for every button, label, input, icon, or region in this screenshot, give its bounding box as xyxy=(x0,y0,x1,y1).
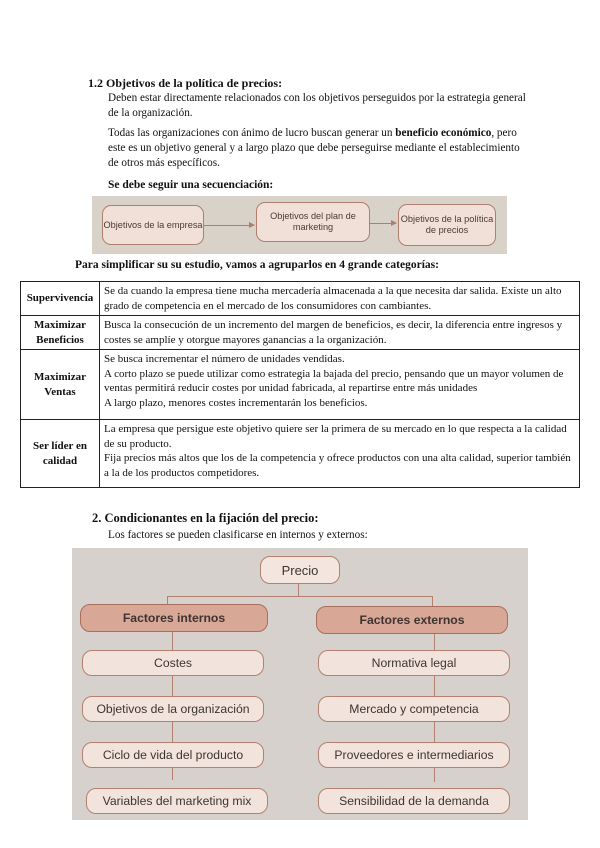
diagram-internal-item: Objetivos de la organización xyxy=(82,696,264,722)
paragraph-objetivos-1: Deben estar directamente relacionados con los objetivos perseguidos por la estrategia general de la organización. xyxy=(108,92,526,119)
paragraph-text: , pero este es un objetivo general y a largo plazo que debe perseguirse mediante el establecimiento de otros más específicos. xyxy=(108,127,520,169)
connector-line xyxy=(298,582,299,596)
flow-box-precios: Objetivos de la política de precios xyxy=(398,204,496,246)
row-key: Supervivencia xyxy=(21,282,100,316)
section-intro: Los factores se pueden clasificarse en internos y externos: xyxy=(108,529,368,541)
row-text: Se da cuando la empresa tiene mucha mercadería almacenada a la que necesita dar salida. Existe un alto grado de competencia en el mercado de los consumidores con cambiantes. xyxy=(100,282,580,316)
diagram-external-item: Normativa legal xyxy=(318,650,510,676)
row-text xyxy=(100,350,580,420)
table-row xyxy=(21,282,580,316)
diagram-internal-item: Ciclo de vida del producto xyxy=(82,742,264,768)
connector-line xyxy=(432,596,433,606)
diagram-external-item: Mercado y competencia xyxy=(318,696,510,722)
diagram-internal-item: Variables del marketing mix xyxy=(86,788,268,814)
arrow-right-icon xyxy=(370,223,396,224)
table-row xyxy=(21,316,580,350)
diagram-root-precio: Precio xyxy=(260,556,340,584)
row-line: La empresa que persigue este objetivo quiere ser la primera de su mercado en lo que respecta a la calidad de su producto. xyxy=(104,423,567,450)
row-key: Ser líder en calidad xyxy=(21,420,100,488)
objectives-flow-diagram xyxy=(92,196,507,254)
section-heading-condicionantes: 2. Condicionantes en la fijación del precio: xyxy=(92,511,319,525)
flow-box-marketing: Objetivos del plan de marketing xyxy=(256,202,370,242)
row-line: A largo plazo, menores costes incrementarán los beneficios. xyxy=(104,396,368,409)
table-row xyxy=(21,420,580,488)
bold-beneficio: beneficio económico xyxy=(395,127,492,139)
table-row xyxy=(21,350,580,420)
row-key: Maximizar Ventas xyxy=(21,350,100,420)
row-text xyxy=(100,420,580,488)
flow-box-empresa: Objetivos de la empresa xyxy=(102,205,204,245)
paragraph-text: Todas las organizaciones con ánimo de lucro buscan generar un xyxy=(108,127,396,139)
sequence-label: Se debe seguir una secuenciación: xyxy=(108,179,274,191)
diagram-internal-item: Costes xyxy=(82,650,264,676)
row-text: Busca la consecución de un incremento del margen de beneficios, es decir, la diferencia entre ingresos y costes se amplíe y otorgue mayores ganancias a la organización. xyxy=(100,316,580,350)
diagram-external-item: Proveedores e intermediarios xyxy=(318,742,510,768)
section-heading-objetivos: 1.2 Objetivos de la política de precios: xyxy=(88,76,283,90)
row-line: A corto plazo se puede utilizar como estrategia la bajada del precio, pensando que un mayor volumen de ventas permitirá reducir costes por unidad fabricada, al repartirse entre más unidades xyxy=(104,367,564,394)
row-line: Se busca incrementar el número de unidades vendidas. xyxy=(104,353,345,365)
diagram-header-externos: Factores externos xyxy=(316,606,508,634)
group-label: Para simplificar su su estudio, vamos a agruparlos en 4 grande categorías: xyxy=(75,259,439,271)
diagram-external-item: Sensibilidad de la demanda xyxy=(318,788,510,814)
connector-line xyxy=(167,596,432,597)
arrow-right-icon xyxy=(204,225,254,226)
objectives-table xyxy=(20,281,580,488)
price-factors-diagram xyxy=(72,548,528,820)
paragraph-objetivos-2 xyxy=(108,126,528,171)
row-line: Fija precios más altos que los de la competencia y ofrece productos con una alta calidad, superior también a la de los productos competidores. xyxy=(104,452,571,479)
diagram-header-internos: Factores internos xyxy=(80,604,268,632)
row-key: Maximizar Beneficios xyxy=(21,316,100,350)
